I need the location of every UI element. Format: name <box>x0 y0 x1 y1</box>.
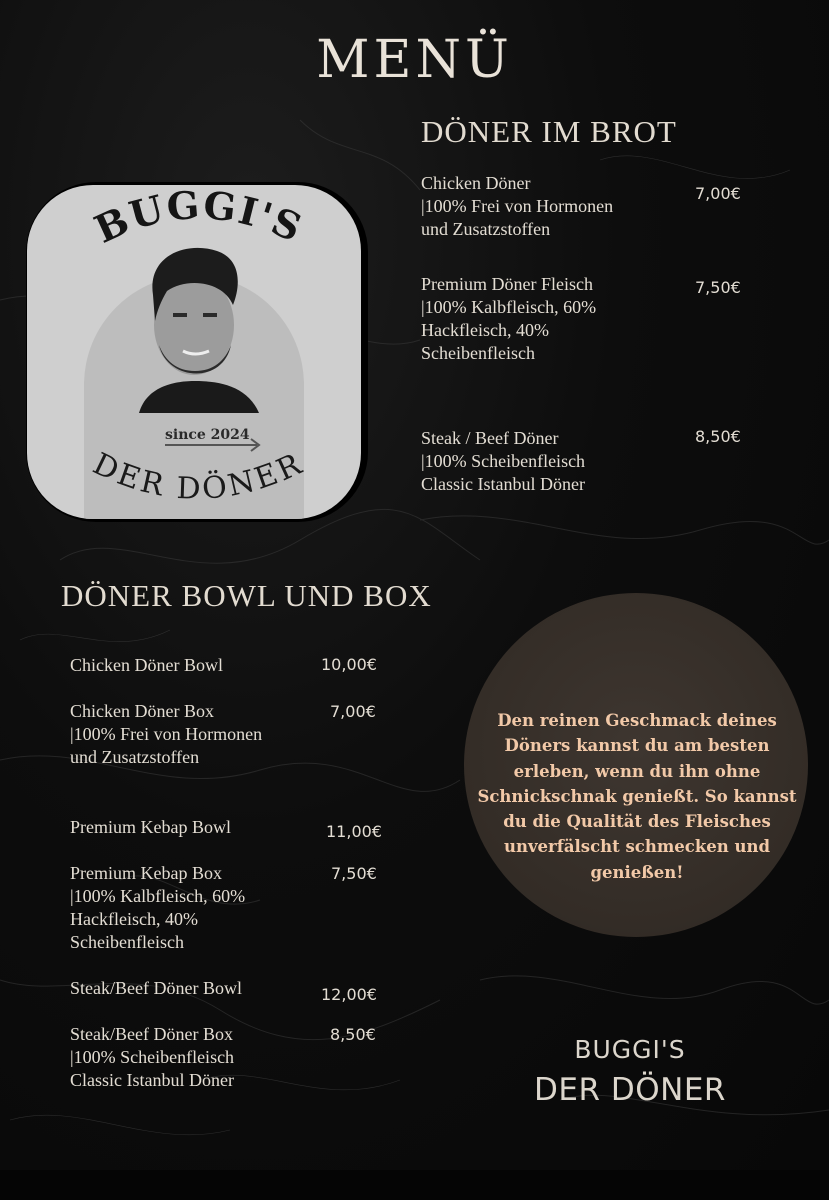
item-desc: |100% Frei von Hormonen <box>70 724 263 744</box>
item-desc: Classic Istanbul Döner <box>70 1070 234 1090</box>
item-desc: und Zusatzstoffen <box>70 747 200 767</box>
item-name: Steak/Beef Döner Bowl <box>70 978 242 998</box>
item-desc: |100% Scheibenfleisch <box>70 1047 235 1067</box>
item-desc: Scheibenfleisch <box>421 343 535 363</box>
page-title: MENÜ <box>316 30 513 90</box>
item-name: Chicken Döner Box <box>70 701 214 721</box>
item-price: 12,00€ <box>321 985 377 1004</box>
item-name: Premium Döner Fleisch <box>421 274 593 294</box>
item-price: 11,00€ <box>326 822 382 841</box>
item-desc: |100% Kalbfleisch, 60% <box>70 886 246 906</box>
item-name: Premium Kebap Box <box>70 863 222 883</box>
item-name: Steak / Beef Döner <box>421 428 559 448</box>
item-price: 7,00€ <box>695 184 741 203</box>
item-desc: Hackfleisch, 40% <box>70 909 198 929</box>
logo-artwork <box>27 185 361 519</box>
item-desc: Hackfleisch, 40% <box>421 320 549 340</box>
menu-item-chicken-doener <box>421 172 613 241</box>
item-name: Chicken Döner <box>421 173 531 193</box>
portrait-illustration <box>139 248 259 413</box>
item-desc: und Zusatzstoffen <box>421 219 551 239</box>
item-price: 7,50€ <box>695 278 741 297</box>
item-desc: |100% Scheibenfleisch <box>421 451 586 471</box>
menu-item-steak-bowl <box>70 977 242 1000</box>
menu-item-chicken-bowl <box>70 654 223 677</box>
footer-brand-line1: BUGGI'S <box>574 1035 686 1064</box>
menu-item-kebap-bowl <box>70 816 231 839</box>
menu-item-steak-box <box>70 1023 234 1092</box>
menu-item-steak-doener <box>421 427 585 496</box>
item-price: 7,00€ <box>330 702 376 721</box>
logo-since: since 2024 <box>165 427 250 443</box>
item-desc: Scheibenfleisch <box>70 932 184 952</box>
section-title-bowl: DÖNER BOWL UND BOX <box>61 578 432 613</box>
logo-bottom-text: DER DÖNER <box>87 445 310 507</box>
item-desc: |100% Frei von Hormonen <box>421 196 614 216</box>
menu-item-chicken-box <box>70 700 262 769</box>
footer-brand-line2: DER DÖNER <box>534 1072 726 1108</box>
logo-top-text: BUGGI'S <box>87 185 310 252</box>
bottom-strip <box>0 1170 829 1200</box>
item-price: 8,50€ <box>330 1025 376 1044</box>
item-desc: |100% Kalbfleisch, 60% <box>421 297 597 317</box>
item-desc: Classic Istanbul Döner <box>421 474 585 494</box>
item-name: Premium Kebap Bowl <box>70 817 231 837</box>
section-title-brot: DÖNER IM BROT <box>421 114 677 149</box>
item-price: 8,50€ <box>695 427 741 446</box>
logo <box>27 185 361 519</box>
item-price: 7,50€ <box>331 864 377 883</box>
menu-item-kebap-box <box>70 862 245 954</box>
item-name: Chicken Döner Bowl <box>70 655 223 675</box>
item-price: 10,00€ <box>321 655 377 674</box>
menu-item-premium-doener <box>421 273 596 365</box>
info-circle-text: Den reinen Geschmack deines Döners kannst du am besten erleben, wenn du ihn ohne Schnickschnak genießt. So kannst du die Qualität des Fleisches unverfälscht schmecken und genießen! <box>477 711 797 882</box>
item-name: Steak/Beef Döner Box <box>70 1024 233 1044</box>
